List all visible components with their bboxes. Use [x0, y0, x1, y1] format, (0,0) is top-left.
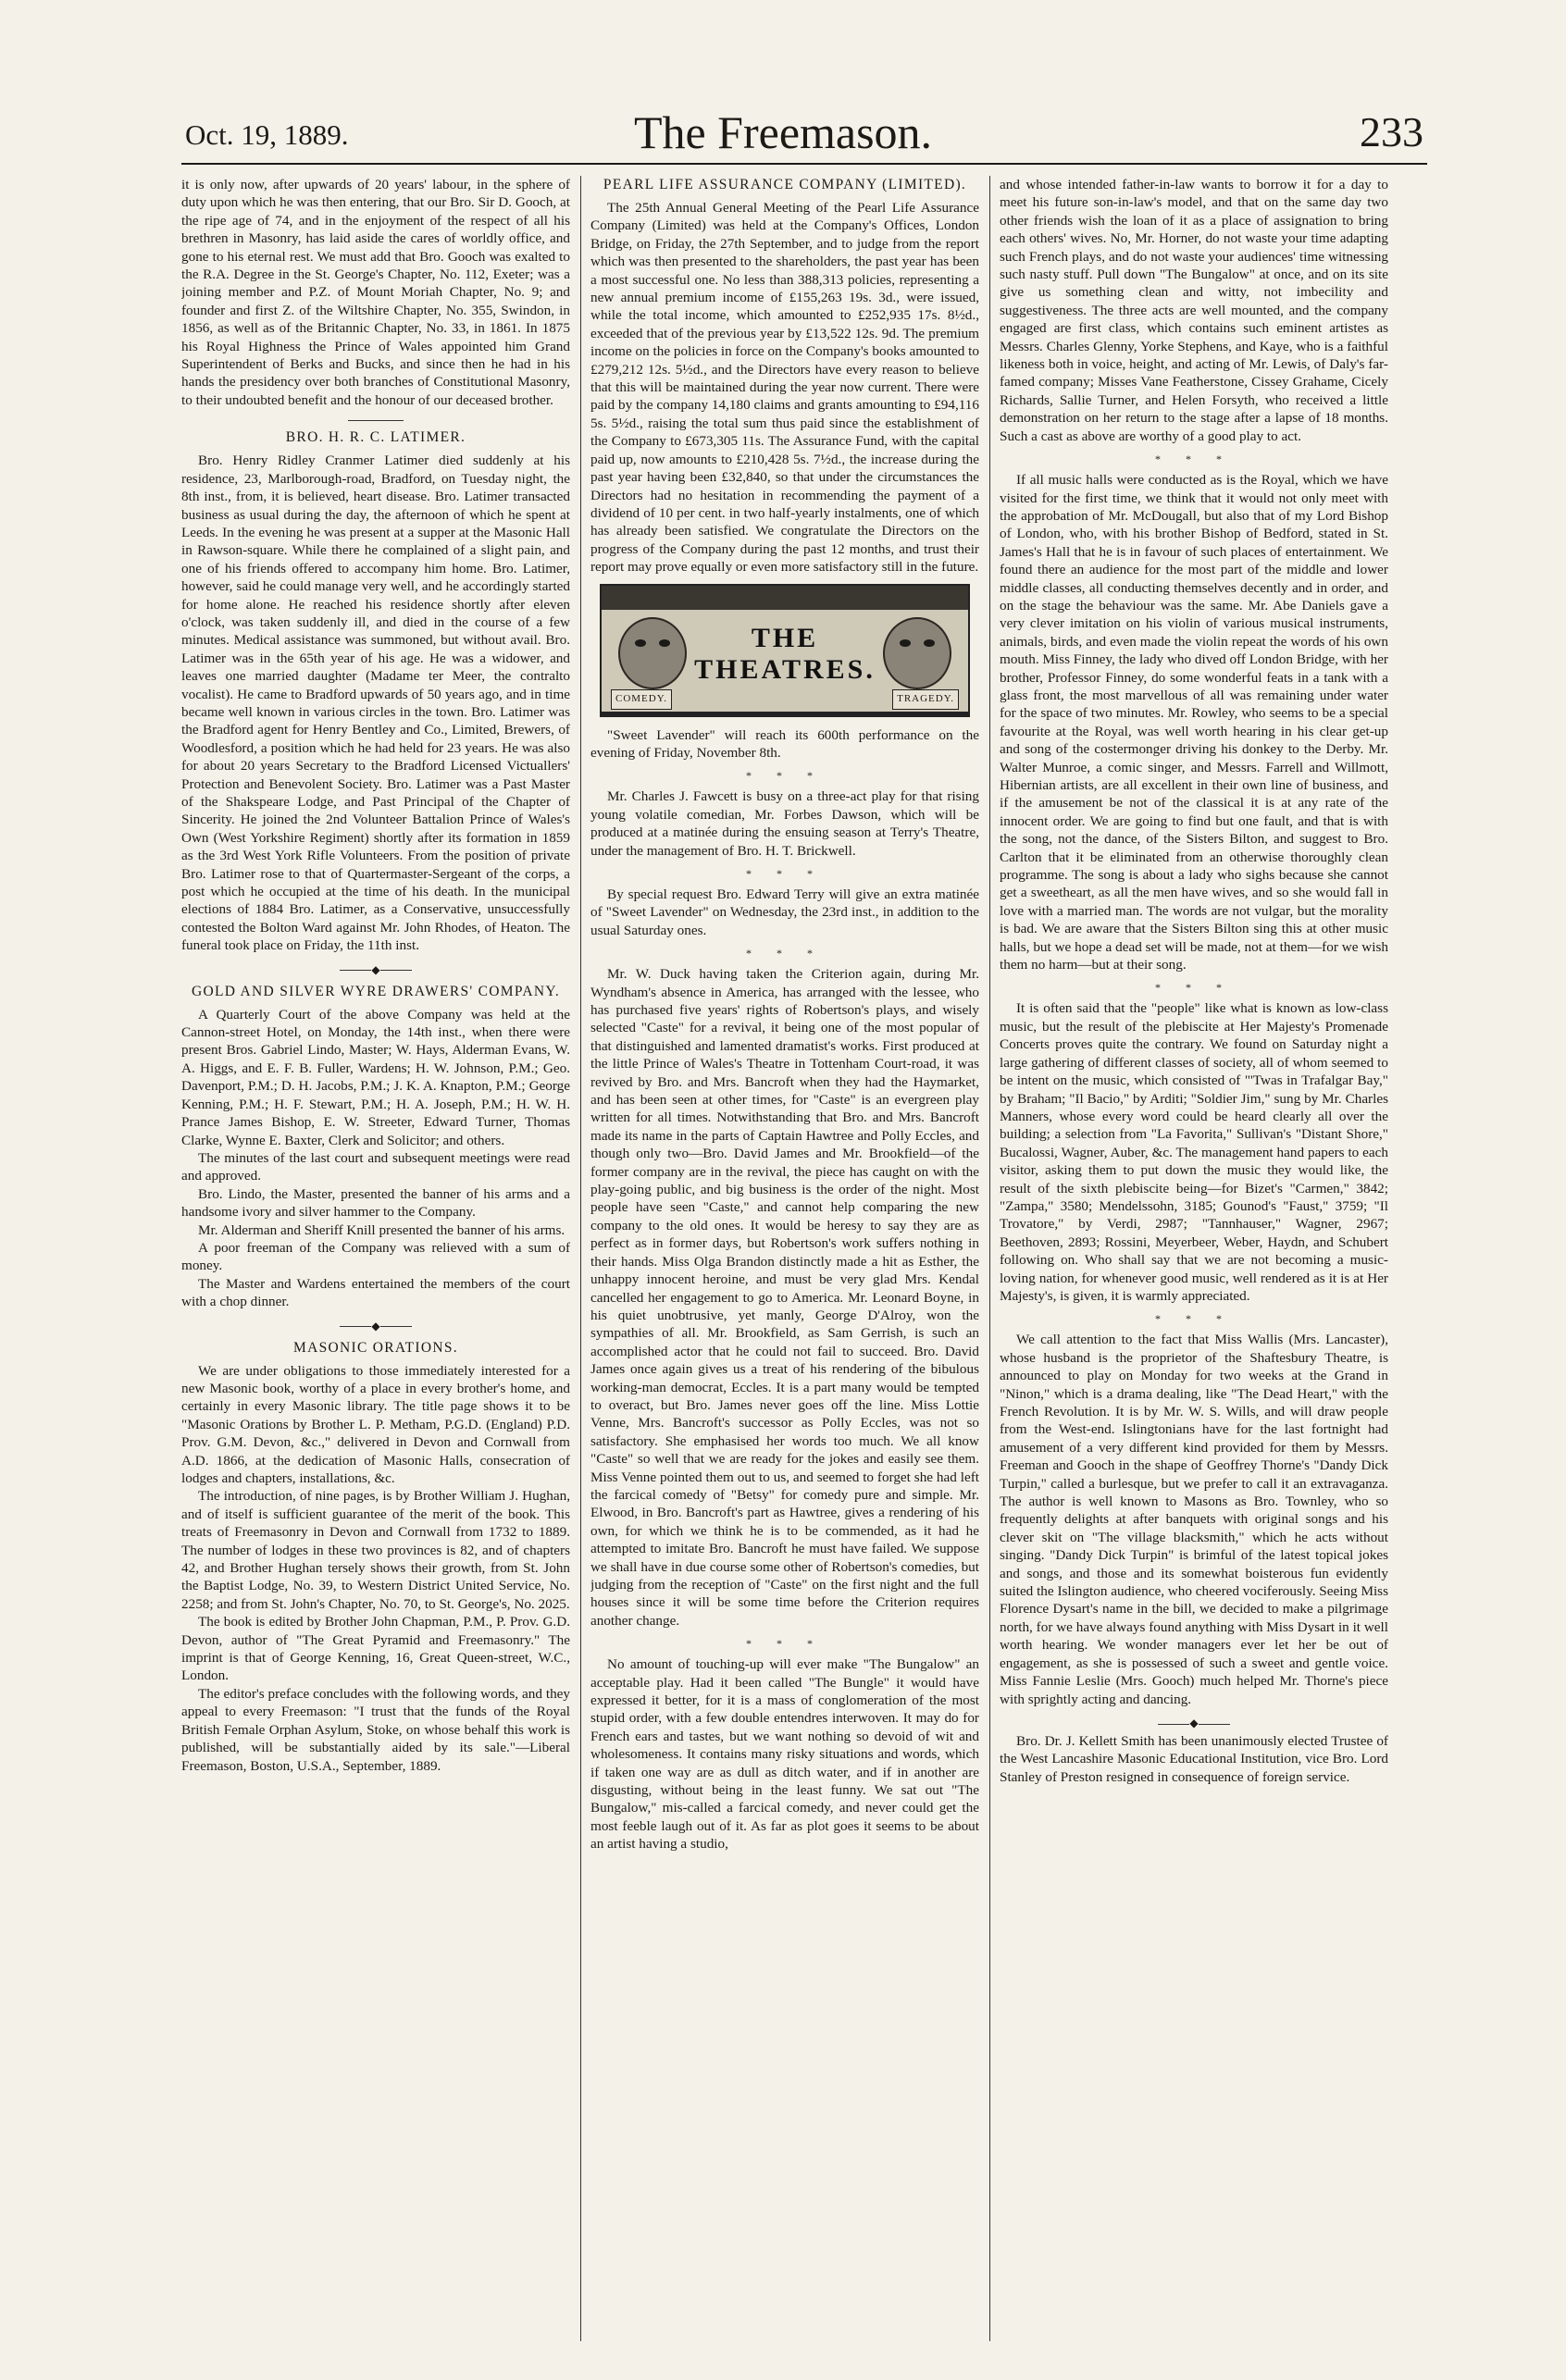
orations-paragraph: The book is edited by Brother John Chapman, P.M., P. Prov. G.D. Devon, author of "The Great Pyramid and Freemasonry." The imprint is that of George Kenning, 16, Great Queen-street, W.C., London. [181, 1614, 570, 1684]
column-divider [989, 176, 990, 2341]
latimer-heading: BRO. H. R. C. LATIMER. [285, 429, 466, 446]
masthead-rule [181, 163, 1427, 165]
latimer-paragraph: Bro. Henry Ridley Cranmer Latimer died suddenly at his residence, 23, Marlborough-road, Bradford, on Tuesday night, the 8th inst., from, it is believed, heart disease. Bro. Latimer transacted business as usual during the day, the afternoon of which he spent at Leeds. In the evening he was present at a supper at the Masonic Hall in Rawson-square. While there he complained of a slight pain, and one of his friends offered to accompany him home. Bro. Latimer, however, said he could manage very well, and he accordingly started for home alone. He reached his residence shortly after eleven o'clock, was taken suddenly ill, and died in the course of a few minutes. Medical assistance was summoned, but without avail. Bro. Latimer was in the 65th year of his age. He was a widower, and leaves one married daughter (Madame ter Meer, the contralto vocalist). He came to Bradford upwards of 50 years ago, and in time became well known in various circles in the town. Bro. Latimer was the Bradford agent for Henry Bentley and Co., Limited, Brewers, of Woodlesford, a position which he had held for 23 years. He was also for about 20 years Secretary to the Bradford Licensed Victuallers' Protection and Benevolent Society. Bro. Latimer was a Past Master of the Shakspeare Lodge, and Past Principal of the Chapter of Sincerity. He joined the 2nd Volunteer Battalion Prince of Wales's Own (West Yorkshire Regiment) shortly after its formation in 1859 as the 3rd West York Rifle Volunteers. From the position of private Bro. Latimer rose to that of Quartermaster-Sergeant of the corps, a post which he occupied at the time of his death. In the municipal elections of 1884 Bro. Latimer, as a Conservative, unsuccessfully contested the Bolton Ward against Mr. John Rhodes, of Heaton. The funeral took place on Friday, the 11th inst. [181, 452, 570, 954]
asterism: * * * [1155, 452, 1233, 466]
music-hall-review: If all music halls were conducted as is the Royal, which we have visited for the first time, we think that it would not only meet with the approbation of Mr. McDougall, but also that of my Lord Bishop of London, who, with his brother Bishop of Bedford, stated in St. James's Hall that he is in favour of such places of entertainment. We found there an audience for the most part of the middle and lower middle classes, all conducting themselves decently and in order, and on the stage the behaviour was the same. Mr. Abe Daniels gave a very clever imitation on his violin of various musical instruments, animals, birds, and even made the violin repeat the words of his own mouth. Miss Finney, the lady who dived off London Bridge, with her brother, Professor Finney, do some wonderful feats in a tank with a glass front, the most marvellous of all was remaining under water for the space of two minutes. Mr. Rowley, who seems to be a special favourite at the Royal, was well worth hearing in his clear get-up and song of the costermonger driving his donkey to the Derby. Mr. Walter Munroe, a comic singer, and Messrs. Farrell and Willmott, Hibernian artists, are all excellent in their own line of business, and if the amusement be not of the classical it is at any rate of the innocent order. We are going to find but one fault, and that is with the song, not the dance, of the Sisters Bilton, and suggest to Bro. Carlton that it be eliminated from an otherwise thoroughly clean programme. The song is about a lady who sighs because she cannot get a sweetheart, as all the men have wives, and so she would fall in love with a married man. The words are not vulgar, but the morality is bad. We are aware that the Sisters Bilton sing this at other music halls, but we hope a dead set will be made, not at them—for we wish them no harm—but at their song. [1000, 472, 1388, 973]
promenade-concerts-review: It is often said that the "people" like what is known as low-class music, but the result of the plebiscite at Her Majesty's Promenade Concerts proves quite the contrary. We found on Saturday night a large gathering of different classes of society, all of whom seemed to be intent on the music, which consisted of "'Twas in Trafalgar Bay," by Braham; "Il Bacio," by Arditi; "Soldier Jim," sung by Mr. Charles Manners, whose every word could be heard clearly all over the building; a selection from "La Favorita," Sullivan's "Distant Shore," Bucalossi, Wagner, Auber, &c. The management hand papers to each visitor, asking them to put down the music they would like, the result of the sixth plebiscite being—for Bizet's "Carmen," 3842; "Zampa," 3580; Mendelssohn, 3185; Gounod's "Faust," 3759; "Il Trovatore," by Verdi, 2987; "Tannhauser," Wagner, 2967; Beethoven, 2893; Rossini, Meyerbeer, Weber, Haydn, and Schubert following on. Who shall say that we are not becoming a music-loving nation, for whenever good music, well rendered as it is at Her Majesty's, is given, it is warmly appreciated. [1000, 1000, 1388, 1304]
wyre-paragraph: The Master and Wardens entertained the members of the court with a chop dinner. [181, 1275, 570, 1310]
pearl-life-heading: PEARL LIFE ASSURANCE COMPANY (LIMITED). [603, 177, 967, 192]
tragedy-label: TRAGEDY. [892, 689, 959, 709]
wyre-drawers-heading: GOLD AND SILVER WYRE DRAWERS' COMPANY. [191, 983, 561, 999]
page-number: 233 [1360, 108, 1423, 155]
kellett-smith-notice: Bro. Dr. J. Kellett Smith has been unanimously elected Trustee of the West Lancashire Masonic Educational Institution, vice Bro. Lord Stanley of Preston resigned in consequence of foreign service. [1000, 1732, 1388, 1785]
issue-date: Oct. 19, 1889. [185, 118, 349, 151]
bungalow-review: No amount of touching-up will ever make "The Bungalow" an acceptable play. Had it been called "The Bungle" it would have expressed it better, for it is a mass of conglomeration of the most stupid order, with a few double entendres interwoven. It may do for French ears and tastes, but we want nothing so devoid of wit and wholesomeness. It contains many risky situations and words, which if taken one way are as dull as ditch water, and if in another are disgusting, without being in the least funny. We sat out "The Bungalow," mis-called a farcical comedy, and never could get the most feeble laugh out of it. As far as plot goes it seems to be about an artist having a studio, [590, 1656, 979, 1853]
diamond-rule: ◆ [181, 1320, 570, 1332]
orations-paragraph: The editor's preface concludes with the following words, and they appeal to every Freemason: "I trust that the funds of the Royal British Female Orphan Asylum, Stoke, on whose behalf this work is published, will be substantially aided by its sale."—Liberal Freemason, Boston, U.S.A., September, 1889. [181, 1685, 570, 1774]
asterism: * * * [746, 947, 824, 961]
theatre-note: Mr. Charles J. Fawcett is busy on a three-act play for that rising young volatile comedian, Mr. Forbes Dawson, which will be produced at a matinée during the ensuing season at Terry's Theatre, under the management of Bro. H. T. Brickwell. [590, 788, 979, 859]
comedy-label: COMEDY. [611, 689, 672, 709]
theatre-note: By special request Bro. Edward Terry will give an extra matinée of "Sweet Lavender" on Wednesday, the 23rd inst., in addition to the usual Saturday ones. [590, 886, 979, 938]
theatre-note: "Sweet Lavender" will reach its 600th performance on the evening of Friday, November 8th. [590, 726, 979, 761]
gooch-obituary-end: it is only now, after upwards of 20 years' labour, in the sphere of duty upon which he was then entering, that our Bro. Sir D. Gooch, at the ripe age of 74, and in the enjoyment of the respect of all his brethren in Masonry, has laid aside the cares of worldly office, and gone to his eternal rest. We must add that Bro. Gooch was exalted to the R.A. Degree in the St. George's Chapter, No. 112, Exeter; was a joining member and P.Z. of Mount Moriah Chapter, No. 9; and founder and first Z. of the Wiltshire Chapter, No. 355, Swindon, in 1856, as well as of the Britannic Chapter, No. 33, in 1861. In 1875 his Royal Highness the Prince of Wales appointed him Grand Superintendent of Berks and Bucks, and since then he had in his hands the presidency over both branches of Constitutional Masonry, to their undoubted benefit and the honour of our deceased brother. [181, 177, 570, 408]
section-rule [348, 420, 404, 421]
wyre-paragraph: Mr. Alderman and Sheriff Knill presented the banner of his arms. [198, 1221, 566, 1238]
pearl-paragraph: The 25th Annual General Meeting of the Pearl Life Assurance Company (Limited) was held at the Company's Offices, London Bridge, on Friday, the 27th September, and to judge from the report which was then presented to the shareholders, the past year has been a most successful one. No less than 388,313 policies, representing a new annual premium income of £155,263 19s. 3d., were issued, while the total income, which amounted to £252,935 17s. 8½d., exceeded that of the previous year by £13,522 12s. 9d. The premium income on the policies in force on the Company's books amounted to £279,212 12s. 5½d., and the Directors have every reason to believe that this will be maintained during the year now current. There were paid by the company 14,180 claims and grants amounting to £94,116 5s. 5½d., raising the total sum thus paid since the establishment of the Company to £673,305 11s. The Assurance Fund, with the capital paid up, now amounts to £210,428 5s. 7½d., the increase during the past year having been £32,840, so that under the circumstances the Directors had no hesitation in recommending the payment of a dividend of 10 per cent. in two half-yearly instalments, one of which has already been satisfied. We congratulate the Directors on the progress of the Company during the past 12 months, and trust their report may prove equally or even more satisfactory still in the future. [590, 200, 979, 576]
comedy-mask-icon [618, 617, 687, 689]
orations-paragraph: The introduction, of nine pages, is by Brother William J. Hughan, and of itself is sufficient guarantee of the merit of the book. This treats of Freemasonry in Devon and Cornwall from 1732 to 1889. The number of lodges in these two provinces is 82, and of chapters 42, and Brother Hughan tersely shows their growth, from St. John the Baptist Lodge, No. 39, to Western District United Service, No. 2258; and from St. John's Chapter, No. 70, to St. George's, No. 2025. [181, 1488, 570, 1612]
wallis-notice: We call attention to the fact that Miss Wallis (Mrs. Lancaster), whose husband is the proprietor of the Shaftesbury Theatre, is announced to play on Monday for two weeks at the Grand in "Ninon," which is a drama dealing, like "The Dead Heart," with the French Revolution. It is by Mr. W. S. Wills, and will draw people from the West-end. Islingtonians have for the last fortnight had amusement of a very different kind provided for them by Messrs. Freeman and Gooch in the shape of Geoffrey Thorne's "Dandy Dick Turpin," called a burlesque, but we prefer to call it an extravaganza. The author is well known to Masons as Bro. Townley, who so frequently delights at after banquets with original songs and his clever skit on "The village blacksmith," which he acts without singing. "Dandy Dick Turpin" is brimful of the latest topical jokes and songs, and those and its somewhat boisterous fun evidently suited the Islington audience, who cheered vociferously. Seeing Miss Florence Dysart's name in the bill, we decided to make a pilgrimage north, for we have always found anything with Miss Dysart in it well worth hearing. We wonder managers ever let her be out of engagement, as she is possessed of such a sweet and gentle voice. Miss Fannie Leslie (Mrs. Gooch) much helped Mr. Thorne's piece with sprightly acting and dancing. [1000, 1332, 1388, 1707]
column-1 [181, 176, 570, 2369]
asterism: * * * [746, 866, 824, 880]
column-3 [1000, 176, 1388, 2369]
wyre-paragraph: The minutes of the last court and subsequent meetings were read and approved. [181, 1149, 570, 1184]
diamond-rule: ◆ [181, 964, 570, 975]
diamond-rule: ◆ [1000, 1717, 1388, 1729]
theatres-title: THE THEATRES. [694, 622, 876, 685]
wyre-paragraph: Bro. Lindo, the Master, presented the banner of his arms and a handsome ivory and silver hammer to the Company. [181, 1185, 570, 1221]
column-2 [590, 176, 979, 2369]
tragedy-mask-icon [883, 617, 951, 689]
orations-paragraph: We are under obligations to those immediately interested for a new Masonic book, worthy of a place in every brother's home, and certainly in every Masonic library. The title page shows it to be "Masonic Orations by Brother L. P. Metham, P.G.D. (England) P.D. Prov. G.M. Devon, &c.," delivered in Devon and Cornwall from A.D. 1866, at the dedication of Masonic Halls, consecration of lodges and chapters, installations, &c. [181, 1362, 570, 1486]
theatres-banner [600, 584, 970, 717]
bungalow-review-end: and whose intended father-in-law wants to borrow it for a day to meet his future son-in-law's model, and that on the same day two other friends wish the loan of it as a place of assignation to bring each others' wives. No, Mr. Horner, do not waste your time adapting such French plays, and do not waste your audiences' time witnessing such nasty stuff. Pull down "The Bungalow" at once, and on its site give us something clean and witty, not imbecility and suggestiveness. The three acts are well mounted, and the company engaged are first class, which contains such eminent artistes as Messrs. Charles Glenny, Yorke Stephens, and Kaye, who is a faithful likeness both in voice, height, and acting of Mr. Lewis, of Daly's far-famed company; Misses Vane Featherstone, Cissey Grahame, Cicely Richards, Sallie Turner, and Helen Forsyth, who received a little demonstration on her return to the stage after a lapse of 18 months. Such a cast as above are worthy of a good play to act. [1000, 177, 1388, 444]
stage-floor [602, 712, 968, 715]
asterism: * * * [1155, 981, 1233, 995]
wyre-paragraph: A Quarterly Court of the above Company was held at the Cannon-street Hotel, on Monday, the 14th inst., when there were present Bros. Gabriel Lindo, Master; W. Hays, Alderman Evans, W. A. Higgs, and E. F. B. Fuller, Wardens; H. W. Johnson, P.M.; Geo. Davenport, P.M.; D. H. Jacobs, P.M.; J. K. A. Knapton, P.M.; George Kenning, P.M.; H. F. Stewart, P.M.; H. A. Joseph, P.M.; H. W. H. Prance James Bishop, E. W. Streeter, Edward Turner, Thomas Clarke, Wynne E. Baxter, Clerk and Solicitor; and others. [181, 1006, 570, 1148]
asterism: * * * [746, 769, 824, 783]
column-divider [580, 176, 581, 2341]
curtain-drapery [602, 586, 968, 610]
masonic-orations-heading: MASONIC ORATIONS. [293, 1339, 458, 1356]
newspaper-title: The Freemason. [633, 106, 933, 158]
asterism: * * * [1155, 1312, 1233, 1326]
masthead [0, 0, 1566, 167]
wyre-paragraph: A poor freeman of the Company was relieved with a sum of money. [181, 1239, 570, 1274]
asterism: * * * [746, 1637, 824, 1651]
caste-review: Mr. W. Duck having taken the Criterion again, during Mr. Wyndham's absence in America, has arranged with the lessee, who has purchased five years' rights of Robertson's plays, and wisely selected "Caste" for a revival, it being one of the most popular of that distinguished and lamented dramatist's works. First produced at the little Prince of Wales's Theatre in Tottenham Court-road, it was revived by Bro. and Mrs. Bancroft when they had the Haymarket, and has been seen at other times, for "Caste" is an evergreen play written for all times. Notwithstanding that Bro. and Mrs. Bancroft made its name in the parts of Captain Hawtree and Polly Eccles, and though only two—Bro. David James and Mr. Brookfield—of the former company are in the revival, the piece has caught on with the play-going public, and big business is the order of the night. Most people have seen "Caste," and cannot help comparing the new company to the old ones. It would be heresy to say they are as perfect as in former days, but Robertson's work suffers nothing in their hands. Miss Olga Brandon distinctly made a hit as Esther, the unhappy innocent heroine, and must be very glad Mrs. Kendal cancelled her engagement to go to America. Mr. Leonard Boyne, in his quiet unobtrusive, yet manly, George D'Alroy, won the sympathies of all. Mr. Brookfield, as Sam Gerrish, is such an accomplished actor that he could not fail to succeed. Bro. David James once again gives us a treat of his rendering of the bibulous working-man democrat, Eccles. It is a part many would be tempted to overact, but Bro. James never goes off the line. Miss Lottie Venne, Mrs. Bancroft's successor as Polly Eccles, was not so satisfactory. She emphasised her words too much. We all know "Caste" so well that we are ready for the jokes and easily see them. Miss Venne pointed them out to us, and seemed to forget she had left the farcical comedy of "Betsy" for comedy pure and simple. Mr. Elwood, in Bro. Bancroft's part as Hawtree, gives a rendering of his own, for which we think he is to be commended, as it had he attempted to imitate Bro. Bancroft he must have failed. We suppose we shall have in due course some other of Robertson's comedies, but judging from the reception of "Caste" on the first night and the full houses since it will be some time before the Criterion requires another change. [590, 966, 979, 1629]
